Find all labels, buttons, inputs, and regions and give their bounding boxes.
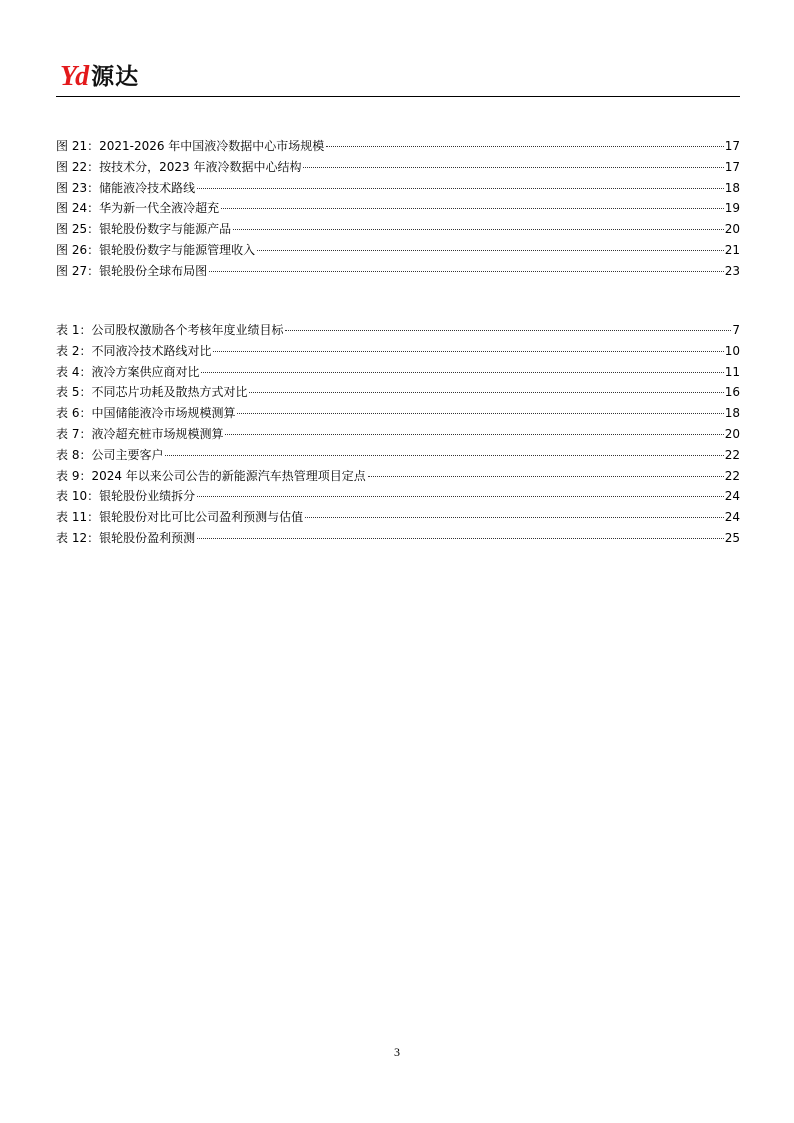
leader-dots (221, 208, 724, 209)
toc-entry-page: 22 (724, 447, 740, 462)
leader-dots (197, 188, 724, 189)
leader-dots (326, 146, 723, 147)
toc-entry-label: 图 25：银轮股份数字与能源产品 (56, 222, 232, 237)
leader-dots (197, 496, 724, 497)
leader-dots (165, 455, 723, 456)
logo-mark: Yd (60, 61, 88, 92)
toc-entry[interactable] (56, 320, 740, 341)
toc-entry[interactable] (56, 445, 740, 466)
toc-entry-page: 24 (724, 510, 740, 525)
leader-dots (257, 250, 724, 251)
header-divider (56, 96, 740, 97)
leader-dots (197, 538, 724, 539)
toc-entry[interactable] (56, 240, 740, 261)
toc-entry-page: 24 (724, 489, 740, 504)
toc-entry[interactable] (56, 362, 740, 383)
toc-entry-page: 7 (732, 323, 740, 337)
table-index-list (56, 320, 740, 549)
toc-entry-label: 表 6：中国储能液冷市场规模测算 (56, 406, 236, 421)
toc-entry-page: 20 (724, 222, 740, 237)
company-logo (60, 62, 139, 92)
leader-dots (213, 351, 723, 352)
toc-entry-page: 17 (724, 159, 740, 174)
toc-entry[interactable] (56, 486, 740, 507)
toc-entry-page: 22 (724, 468, 740, 483)
toc-entry-page: 19 (724, 201, 740, 216)
toc-entry[interactable] (56, 136, 740, 157)
figure-index-list (56, 136, 740, 282)
toc-entry-label: 表 10：银轮股份业绩拆分 (56, 489, 196, 504)
toc-entry[interactable] (56, 219, 740, 240)
toc-entry-label: 表 12：银轮股份盈利预测 (56, 530, 196, 545)
toc-entry-label: 图 26：银轮股份数字与能源管理收入 (56, 242, 256, 257)
leader-dots (237, 413, 723, 414)
toc-entry[interactable] (56, 341, 740, 362)
toc-entry-page: 16 (724, 385, 740, 400)
page-header (56, 58, 740, 98)
toc-entry-page: 17 (724, 139, 740, 153)
toc-entry[interactable] (56, 382, 740, 403)
leader-dots (201, 372, 723, 373)
leader-dots (303, 167, 723, 168)
toc-entry[interactable] (56, 403, 740, 424)
toc-entry-page: 18 (724, 180, 740, 195)
toc-entry-label: 表 11：银轮股份对比可比公司盈利预测与估值 (56, 510, 304, 525)
toc-entry-label: 表 9：2024 年以来公司公告的新能源汽车热管理项目定点 (56, 468, 366, 483)
toc-entry-page: 11 (724, 364, 740, 379)
toc-entry-page: 21 (724, 242, 740, 257)
toc-entry[interactable] (56, 198, 740, 219)
toc-entry-label: 表 4：液冷方案供应商对比 (56, 364, 200, 379)
toc-entry-page: 20 (724, 426, 740, 441)
toc-entry[interactable] (56, 466, 740, 487)
toc-entry-label: 图 24：华为新一代全液冷超充 (56, 201, 220, 216)
toc-entry[interactable] (56, 261, 740, 282)
logo-text: 源达 (91, 64, 140, 90)
toc-entry-label: 图 21：2021-2026 年中国液冷数据中心市场规模 (56, 139, 325, 153)
toc-entry-page: 23 (724, 263, 740, 278)
toc-entry-page: 18 (724, 406, 740, 421)
toc-entry-label: 表 8：公司主要客户 (56, 447, 164, 462)
toc-entry-label: 表 1：公司股权激励各个考核年度业绩目标 (56, 323, 284, 337)
toc-entry-label: 图 27：银轮股份全球布局图 (56, 263, 208, 278)
toc-entry[interactable] (56, 424, 740, 445)
page-number: 3 (394, 1045, 400, 1059)
toc-entry-page: 25 (724, 530, 740, 545)
leader-dots (249, 392, 723, 393)
leader-dots (368, 476, 724, 477)
toc-entry[interactable] (56, 157, 740, 178)
leader-dots (305, 517, 724, 518)
toc-entry-label: 图 22：按技术分，2023 年液冷数据中心结构 (56, 159, 302, 174)
toc-entry-page: 10 (724, 343, 740, 358)
toc-entry-label: 表 5：不同芯片功耗及散热方式对比 (56, 385, 248, 400)
toc-entry-label: 图 23：储能液冷技术路线 (56, 180, 196, 195)
toc-entry-label: 表 7：液冷超充桩市场规模测算 (56, 426, 224, 441)
toc-entry[interactable] (56, 178, 740, 199)
leader-dots (225, 434, 723, 435)
toc-entry[interactable] (56, 507, 740, 528)
toc-entry[interactable] (56, 528, 740, 549)
leader-dots (285, 330, 731, 331)
leader-dots (233, 229, 724, 230)
leader-dots (209, 271, 724, 272)
toc-entry-label: 表 2：不同液冷技术路线对比 (56, 343, 212, 358)
